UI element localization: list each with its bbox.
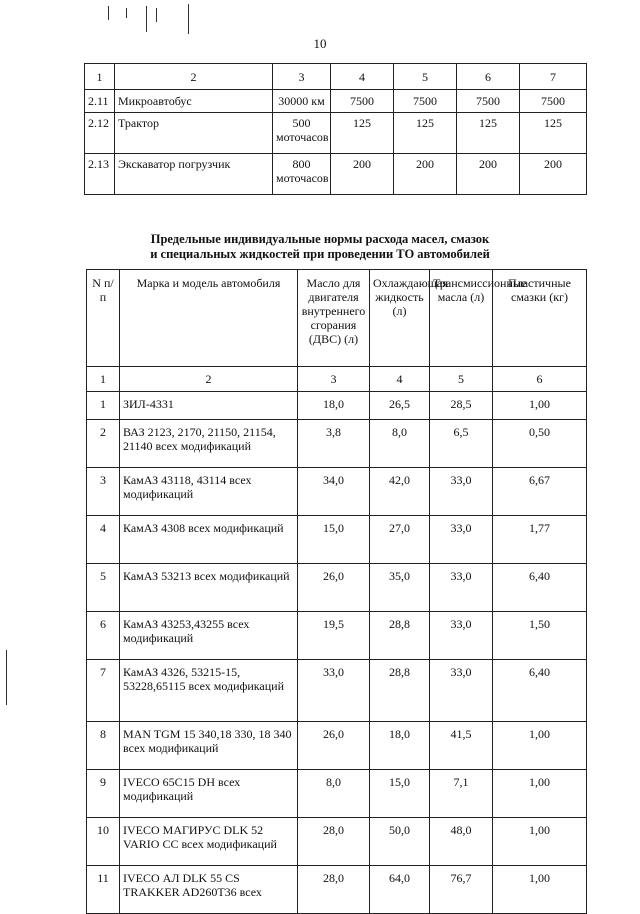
- header-engine-oil: Масло для двигателя внутреннего сгорания (ДВС) (л): [298, 270, 370, 367]
- norm-value: 7500: [457, 90, 520, 113]
- vehicle-name: Экскаватор погрузчик: [115, 154, 273, 195]
- vehicle-model: КамАЗ 53213 всех модификаций: [120, 564, 298, 612]
- coolant-value: 28,8: [370, 660, 430, 722]
- engine-oil-value: 26,0: [298, 564, 370, 612]
- transmission-oil-value: 28,5: [430, 392, 493, 420]
- transmission-oil-value: 76,7: [430, 866, 493, 914]
- column-number-row: [87, 367, 587, 392]
- header-cell: 6: [457, 64, 520, 90]
- coolant-value: 26,5: [370, 392, 430, 420]
- row-number: 4: [87, 516, 120, 564]
- scan-artifact-mark: [188, 4, 189, 34]
- transmission-oil-value: 48,0: [430, 818, 493, 866]
- oil-norms-table: [86, 269, 587, 914]
- grease-value: 6,40: [493, 564, 587, 612]
- coolant-value: 18,0: [370, 722, 430, 770]
- vehicle-model: MAN TGM 15 340,18 330, 18 340 всех модификаций: [120, 722, 298, 770]
- column-number: 4: [370, 367, 430, 392]
- grease-value: 0,50: [493, 420, 587, 468]
- coolant-value: 28,8: [370, 612, 430, 660]
- row-number: 2.13: [85, 154, 115, 195]
- header-cell: 3: [273, 64, 331, 90]
- table-row: [87, 866, 587, 914]
- grease-value: 1,77: [493, 516, 587, 564]
- header-cell: 7: [520, 64, 587, 90]
- table-row: [87, 770, 587, 818]
- norm-value: 200: [331, 154, 394, 195]
- engine-oil-value: 18,0: [298, 392, 370, 420]
- table-row: [87, 612, 587, 660]
- engine-oil-value: 3,8: [298, 420, 370, 468]
- interval-value: 30000 км: [273, 90, 331, 113]
- table-row: [87, 660, 587, 722]
- norm-value: 125: [394, 113, 457, 154]
- norm-value: 125: [457, 113, 520, 154]
- row-number: 2: [87, 420, 120, 468]
- row-number: 5: [87, 564, 120, 612]
- grease-value: 1,50: [493, 612, 587, 660]
- norm-value: 125: [520, 113, 587, 154]
- row-number: 11: [87, 866, 120, 914]
- column-number: 5: [430, 367, 493, 392]
- transmission-oil-value: 33,0: [430, 516, 493, 564]
- coolant-value: 50,0: [370, 818, 430, 866]
- main-table-header: [87, 270, 587, 367]
- vehicle-model: IVECO 65C15 DH всех модификаций: [120, 770, 298, 818]
- norm-value: 7500: [394, 90, 457, 113]
- table-row: [87, 516, 587, 564]
- norm-value: 7500: [331, 90, 394, 113]
- row-number: 10: [87, 818, 120, 866]
- header-grease: Пластичные смазки (кг): [493, 270, 587, 367]
- caption-line-2: и специальных жидкостей при проведении ТО автомобилей: [150, 247, 490, 261]
- engine-oil-value: 8,0: [298, 770, 370, 818]
- grease-value: 1,00: [493, 818, 587, 866]
- row-number: 2.11: [85, 90, 115, 113]
- coolant-value: 64,0: [370, 866, 430, 914]
- table-row: [85, 113, 587, 154]
- table-row: [87, 564, 587, 612]
- header-coolant: Охлаждающая жидкость (л): [370, 270, 430, 367]
- row-number: 8: [87, 722, 120, 770]
- grease-value: 1,00: [493, 392, 587, 420]
- column-number: 6: [493, 367, 587, 392]
- vehicle-model: IVECO МАГИРУС DLK 52 VARIO CC всех модификаций: [120, 818, 298, 866]
- table-caption: [0, 232, 640, 262]
- vehicle-name: Трактор: [115, 113, 273, 154]
- header-model: Марка и модель автомобиля: [120, 270, 298, 367]
- table-row: [85, 154, 587, 195]
- vehicle-model: КамАЗ 43118, 43114 всех модификаций: [120, 468, 298, 516]
- vehicle-name: Микроавтобус: [115, 90, 273, 113]
- norm-value: 200: [394, 154, 457, 195]
- table-row: [87, 468, 587, 516]
- norm-value: 200: [457, 154, 520, 195]
- coolant-value: 8,0: [370, 420, 430, 468]
- transmission-oil-value: 33,0: [430, 564, 493, 612]
- column-number: 2: [120, 367, 298, 392]
- header-transmission-oil: Трансмиссионные масла (л): [430, 270, 493, 367]
- table-row: [87, 722, 587, 770]
- grease-value: 6,40: [493, 660, 587, 722]
- vehicle-model: КамАЗ 43253,43255 всех модификаций: [120, 612, 298, 660]
- header-num: N п/п: [87, 270, 120, 367]
- scan-artifact-mark: [156, 8, 157, 22]
- vehicle-model: IVECO АЛ DLK 55 CS TRAKKER AD260T36 всех: [120, 866, 298, 914]
- table-row: [87, 420, 587, 468]
- column-number: 1: [87, 367, 120, 392]
- vehicle-model: КамАЗ 4308 всех модификаций: [120, 516, 298, 564]
- interval-value: 500 моточасов: [273, 113, 331, 154]
- grease-value: 1,00: [493, 722, 587, 770]
- column-number: 3: [298, 367, 370, 392]
- table-row: [87, 818, 587, 866]
- norm-value: 7500: [520, 90, 587, 113]
- row-number: 3: [87, 468, 120, 516]
- transmission-oil-value: 41,5: [430, 722, 493, 770]
- scan-artifact-mark: [126, 8, 127, 18]
- vehicle-model: ВАЗ 2123, 2170, 21150, 21154, 21140 всех модификаций: [120, 420, 298, 468]
- vehicle-model: КамАЗ 4326, 53215-15, 53228,65115 всех модификаций: [120, 660, 298, 722]
- scan-artifact-mark: [146, 6, 147, 32]
- coolant-value: 42,0: [370, 468, 430, 516]
- grease-value: 1,00: [493, 770, 587, 818]
- vehicle-model: ЗИЛ-4331: [120, 392, 298, 420]
- row-number: 6: [87, 612, 120, 660]
- engine-oil-value: 28,0: [298, 818, 370, 866]
- norm-value: 125: [331, 113, 394, 154]
- row-number: 1: [87, 392, 120, 420]
- coolant-value: 35,0: [370, 564, 430, 612]
- engine-oil-value: 19,5: [298, 612, 370, 660]
- header-cell: 2: [115, 64, 273, 90]
- engine-oil-value: 26,0: [298, 722, 370, 770]
- header-cell: 4: [331, 64, 394, 90]
- transmission-oil-value: 33,0: [430, 660, 493, 722]
- coolant-value: 15,0: [370, 770, 430, 818]
- coolant-value: 27,0: [370, 516, 430, 564]
- engine-oil-value: 28,0: [298, 866, 370, 914]
- norm-value: 200: [520, 154, 587, 195]
- grease-value: 6,67: [493, 468, 587, 516]
- grease-value: 1,00: [493, 866, 587, 914]
- header-cell: 1: [85, 64, 115, 90]
- table-row: [85, 90, 587, 113]
- row-number: 9: [87, 770, 120, 818]
- page-number: 10: [313, 36, 327, 51]
- scan-artifact-mark: [6, 650, 7, 705]
- engine-oil-value: 15,0: [298, 516, 370, 564]
- interval-value: 800 моточасов: [273, 154, 331, 195]
- transmission-oil-value: 7,1: [430, 770, 493, 818]
- engine-oil-value: 34,0: [298, 468, 370, 516]
- transmission-oil-value: 33,0: [430, 468, 493, 516]
- transmission-oil-value: 6,5: [430, 420, 493, 468]
- top-table: [84, 63, 587, 195]
- header-cell: 5: [394, 64, 457, 90]
- caption-line-1: Предельные индивидуальные нормы расхода масел, смазок: [150, 232, 490, 246]
- scan-artifact-mark: [108, 6, 109, 20]
- top-table-header: [85, 64, 587, 90]
- transmission-oil-value: 33,0: [430, 612, 493, 660]
- row-number: 2.12: [85, 113, 115, 154]
- table-row: [87, 392, 587, 420]
- engine-oil-value: 33,0: [298, 660, 370, 722]
- row-number: 7: [87, 660, 120, 722]
